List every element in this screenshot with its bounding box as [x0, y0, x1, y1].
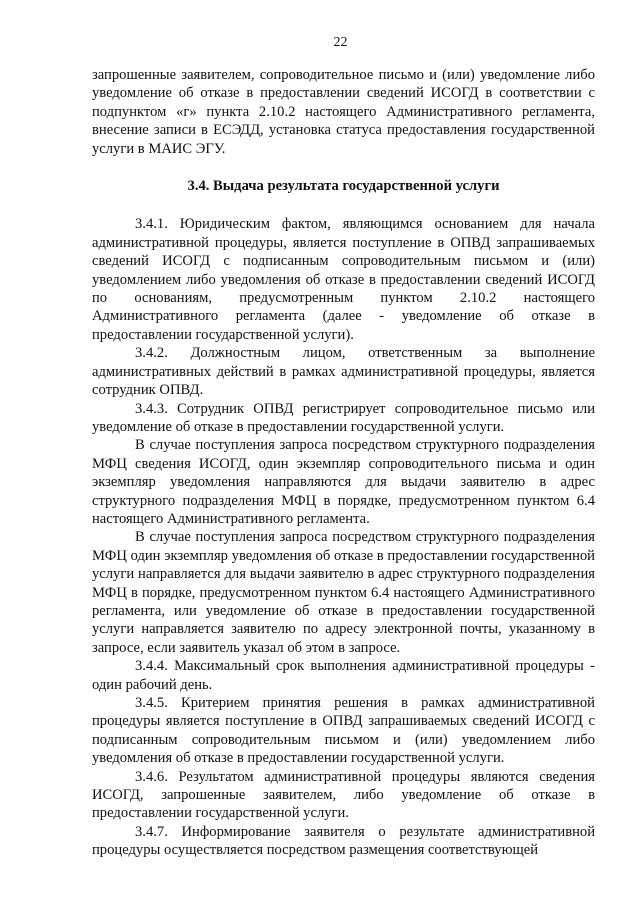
paragraph-3-4-5: 3.4.5. Критерием принятия решения в рамках административной процедуры является поступление в ОПВД запрашиваемых сведений ИСОГД с подписанным сопроводительным письмом и (или) уведомлением либо уведомления об отказе в предоставлении государственной услуги.: [92, 695, 595, 767]
paragraph-continuation: запрошенные заявителем, сопроводительное письмо и (или) уведомление либо уведомление об отказе в предоставлении сведений ИСОГД в соответствии с подпунктом «г» пункта 2.10.2 настоящего Административного регламента, внесение записи в ЕСЭДД, установка статуса предоставления государственной услуги в МАИС ЭГУ.: [92, 67, 595, 157]
paragraph-3-4-2: 3.4.2. Должностным лицом, ответственным за выполнение административных действий в рамках административной процедуры, является сотрудник ОПВД.: [92, 345, 595, 399]
section-heading: 3.4. Выдача результата государственной услуги: [187, 178, 500, 195]
paragraph-3-4-3: 3.4.3. Сотрудник ОПВД регистрирует сопроводительное письмо или уведомление об отказе в предоставлении государственной услуги.: [92, 400, 595, 435]
paragraph-3-4-4: 3.4.4. Максимальный срок выполнения административной процедуры - один рабочий день.: [92, 658, 595, 693]
paragraph-mfc-refusal: В случае поступления запроса посредством структурного подразделения МФЦ один экземпляр уведомления об отказе в предоставлении государственной услуги направляется для выдачи заявителю в адрес структурного подразделения МФЦ в порядке, предусмотренном пунктом 6.4 настоящего Административного регламента, или уведомление об отказе в предоставлении государственной услуги направляется заявителю по адресу электронной почты, указанному в запросе, если заявитель указал об этом в запросе.: [92, 529, 595, 656]
document-page: [92, 34, 595, 860]
page-number: 22: [333, 35, 348, 50]
paragraph-3-4-6: 3.4.6. Результатом административной процедуры являются сведения ИСОГД, запрошенные заявителем, либо уведомление об отказе в предоставлении государственной услуги.: [92, 768, 595, 822]
paragraph-3-4-7: 3.4.7. Информирование заявителя о результате административной процедуры осуществляется посредством размещения соответствующей: [92, 823, 595, 859]
paragraph-3-4-1: 3.4.1. Юридическим фактом, являющимся основанием для начала административной процедуры, является поступление в ОПВД запрашиваемых сведений ИСОГД с подписанным сопроводительным письмом и (или) уведомлением либо уведомления об отказе в предоставлении сведений ИСОГД по основаниям, предусмотренным пунктом 2.10.2 настоящего Административного регламента (далее - уведомление об отказе в предоставлении государственной услуги).: [92, 216, 595, 343]
paragraph-mfc-delivery: В случае поступления запроса посредством структурного подразделения МФЦ сведения ИСОГД, один экземпляр сопроводительного письма и один экземпляр уведомления направляются для выдачи заявителю в адрес структурного подразделения МФЦ в порядке, предусмотренном пунктом 6.4 настоящего Административного регламента.: [92, 437, 595, 527]
